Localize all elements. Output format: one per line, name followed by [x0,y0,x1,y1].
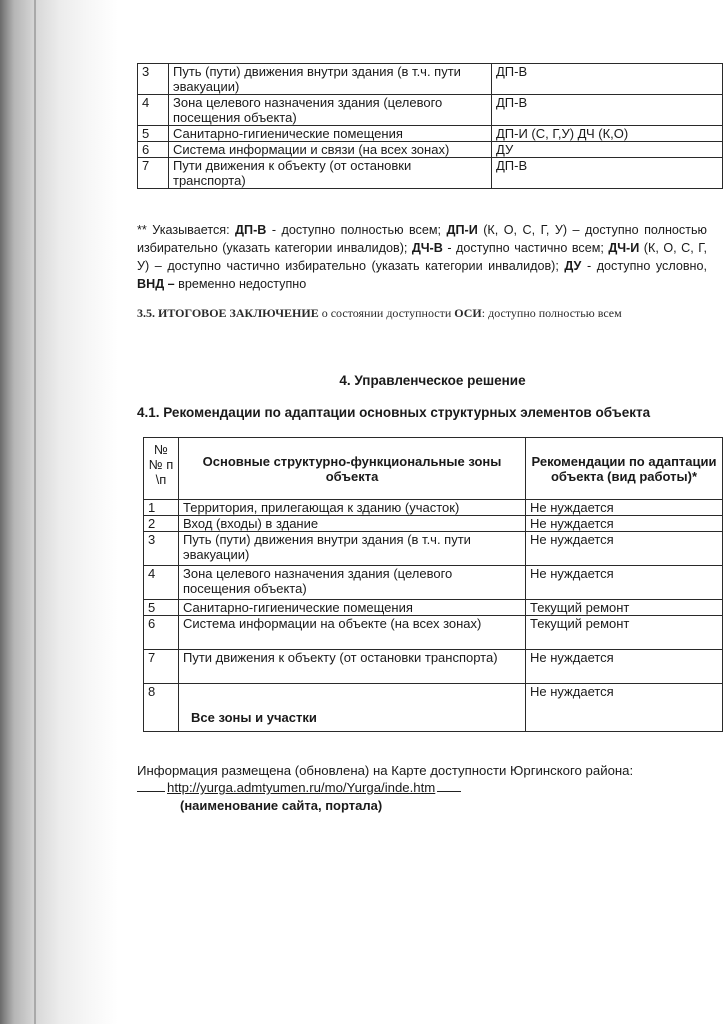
footnote-code: ВНД – [137,277,175,291]
footnote-code: ДЧ-И [608,241,640,255]
zone-name: Пути движения к объекту (от остановки транспорта) [169,158,492,189]
row-number: 4 [138,95,169,126]
row-number: 5 [144,600,179,616]
table-row [144,600,723,616]
conclusion-number: 3.5. [137,306,158,320]
final-conclusion [137,305,709,322]
recommendations-table [143,437,723,732]
site-url-link[interactable]: http://yurga.admtyumen.ru/mo/Yurga/inde.htm [167,780,436,795]
table-row [144,500,723,516]
row-number: 3 [144,532,179,566]
map-info-text: Информация размещена (обновлена) на Карте доступности Юргинского района: [137,763,634,778]
table-row [138,126,723,142]
status-value: ДП-И (С, Г,У) ДЧ (К,О) [492,126,723,142]
footnote-text: временно недоступно [174,277,307,291]
zone-name: Пути движения к объекту (от остановки транспорта) [179,650,526,684]
status-value: ДП-В [492,64,723,95]
recommendation-value: Не нуждается [526,516,723,532]
zone-name: Путь (пути) движения внутри здания (в т.ч. пути эвакуации) [179,532,526,566]
zone-name: Путь (пути) движения внутри здания (в т.ч. пути эвакуации) [169,64,492,95]
zone-name: Зона целевого назначения здания (целевого посещения объекта) [179,566,526,600]
table-row [144,532,723,566]
footnote-text: (К, О, С, Г, У) – доступно полностью избирательно (указать категории инвалидов); [137,223,707,255]
row-number: 5 [138,126,169,142]
recommendation-value: Не нуждается [526,566,723,600]
table-row [138,64,723,95]
zone-name: Система информации на объекте (на всех зонах) [179,616,526,650]
table-row [144,566,723,600]
row-number: 4 [144,566,179,600]
zone-name: Вход (входы) в здание [179,516,526,532]
status-value: ДП-В [492,95,723,126]
row-number: 2 [144,516,179,532]
column-header-number: № № п \п [144,438,179,500]
underline-blank [437,791,461,792]
footnote-text: - доступно полностью всем; [266,223,447,237]
table-row [144,684,723,732]
column-header-recommendation: Рекомендации по адаптации объекта (вид работы)* [526,438,723,500]
conclusion-text: : доступно полностью всем [481,306,622,320]
section-4-1-title: 4.1. Рекомендации по адаптации основных структурных элементов объекта [137,405,651,420]
conclusion-heading: ИТОГОВОЕ ЗАКЛЮЧЕНИЕ [158,306,319,320]
conclusion-osi: ОСИ [454,306,482,320]
footnote-text: ** Указывается: [137,223,236,237]
zone-name: Система информации и связи (на всех зонах) [169,142,492,158]
footnote-code: ДП-И [446,223,478,237]
footnote-code: ДП-В [235,223,267,237]
column-header-zone: Основные структурно-функциональные зоны объекта [179,438,526,500]
row-number: 6 [144,616,179,650]
site-url-line [137,780,463,795]
status-value: ДП-В [492,158,723,189]
recommendation-value: Не нуждается [526,684,723,732]
table-row [144,516,723,532]
recommendation-value: Текущий ремонт [526,600,723,616]
row-number: 6 [138,142,169,158]
site-caption: (наименование сайта, портала) [180,798,383,813]
table-row [138,158,723,189]
footnote-code: ДУ [564,259,582,273]
zone-name: Зона целевого назначения здания (целевого посещения объекта) [169,95,492,126]
recommendation-value: Не нуждается [526,650,723,684]
status-legend-footnote [137,221,707,293]
zone-name: Санитарно-гигиенические помещения [179,600,526,616]
table-header-row [144,438,723,500]
footnote-code: ДЧ-В [411,241,443,255]
footnote-text: - доступно частично всем; [442,241,609,255]
row-number: 7 [138,158,169,189]
zone-name: Санитарно-гигиенические помещения [169,126,492,142]
table-row [144,616,723,650]
row-number: 7 [144,650,179,684]
recommendation-value: Текущий ремонт [526,616,723,650]
row-number: 1 [144,500,179,516]
recommendation-value: Не нуждается [526,500,723,516]
recommendation-value: Не нуждается [526,532,723,566]
table-row [138,95,723,126]
status-value: ДУ [492,142,723,158]
underline-blank [137,791,165,792]
table-row [144,650,723,684]
row-number: 3 [138,64,169,95]
footnote-text: (К, О, С, Г, У) – доступно частично избирательно (указать категории инвалидов); [137,241,707,273]
zone-name: Все зоны и участки [179,684,526,732]
section-4-title: 4. Управленческое решение [339,373,526,388]
zone-name: Территория, прилегающая к зданию (участок) [179,500,526,516]
accessibility-status-table [137,63,723,189]
row-number: 8 [144,684,179,732]
table-row [138,142,723,158]
footnote-text: - доступно условно, [581,259,707,273]
conclusion-text: о состоянии доступности [318,306,455,320]
